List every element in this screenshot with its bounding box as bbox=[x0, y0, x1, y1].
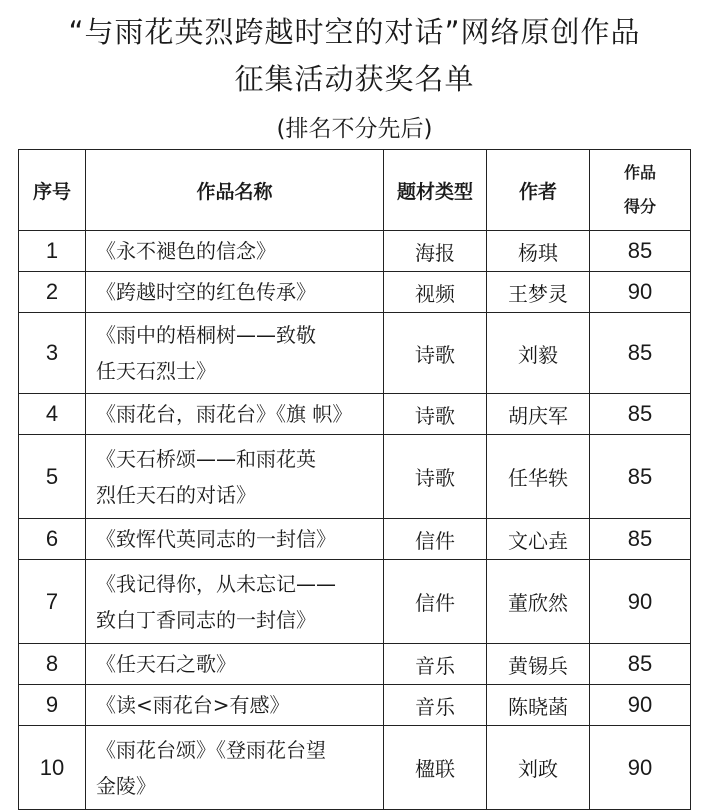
row-type: 信件 bbox=[384, 519, 487, 560]
header-name: 作品名称 bbox=[86, 150, 384, 231]
row-score: 90 bbox=[590, 560, 691, 644]
row-score: 90 bbox=[590, 726, 691, 810]
row-score: 85 bbox=[590, 435, 691, 519]
row-score: 85 bbox=[590, 644, 691, 685]
row-author: 刘毅 bbox=[487, 313, 590, 394]
row-index: 10 bbox=[19, 726, 86, 810]
row-score: 90 bbox=[590, 685, 691, 726]
row-work-name-line: 《跨越时空的红色传承》 bbox=[96, 280, 316, 304]
row-work-name bbox=[86, 726, 384, 810]
award-table bbox=[18, 149, 691, 810]
row-work-name bbox=[86, 231, 384, 272]
row-index: 2 bbox=[19, 272, 86, 313]
row-score: 85 bbox=[590, 313, 691, 394]
row-index: 5 bbox=[19, 435, 86, 519]
row-work-name bbox=[86, 644, 384, 685]
table-row bbox=[19, 685, 691, 726]
header-score bbox=[590, 150, 691, 231]
row-author: 胡庆军 bbox=[487, 394, 590, 435]
row-score: 85 bbox=[590, 394, 691, 435]
title-line-2: 征集活动获奖名单 bbox=[234, 62, 475, 96]
table-row bbox=[19, 231, 691, 272]
row-type: 视频 bbox=[384, 272, 487, 313]
row-work-name bbox=[86, 435, 384, 519]
row-work-name bbox=[86, 685, 384, 726]
table-row bbox=[19, 726, 691, 810]
row-type: 信件 bbox=[384, 560, 487, 644]
subtitle: (排名不分先后) bbox=[276, 116, 433, 142]
header-row bbox=[19, 150, 691, 231]
row-index: 8 bbox=[19, 644, 86, 685]
row-type: 诗歌 bbox=[384, 313, 487, 394]
table-row bbox=[19, 435, 691, 519]
row-work-name bbox=[86, 272, 384, 313]
table-row bbox=[19, 519, 691, 560]
row-work-name-line: 《致恽代英同志的一封信》 bbox=[96, 527, 336, 551]
row-work-name-line: 烈任天石的对话》 bbox=[96, 482, 256, 507]
row-work-name-line: 致白丁香同志的一封信》 bbox=[96, 607, 316, 632]
table-row bbox=[19, 560, 691, 644]
row-work-name-line: 《我记得你，从未忘记—— bbox=[96, 571, 336, 596]
row-author: 董欣然 bbox=[487, 560, 590, 644]
row-index: 6 bbox=[19, 519, 86, 560]
row-work-name bbox=[86, 560, 384, 644]
table-row bbox=[19, 394, 691, 435]
row-author: 陈晓菡 bbox=[487, 685, 590, 726]
header-score-line2: 得分 bbox=[623, 197, 656, 216]
table-row bbox=[19, 272, 691, 313]
row-work-name-line: 《雨中的梧桐树——致敬 bbox=[96, 323, 316, 347]
row-work-name bbox=[86, 313, 384, 394]
row-score: 85 bbox=[590, 519, 691, 560]
row-author: 文心垚 bbox=[487, 519, 590, 560]
row-work-name bbox=[86, 394, 384, 435]
row-work-name bbox=[86, 519, 384, 560]
row-author: 刘政 bbox=[487, 726, 590, 810]
row-type: 音乐 bbox=[384, 685, 487, 726]
row-index: 1 bbox=[19, 231, 86, 272]
row-index: 9 bbox=[19, 685, 86, 726]
row-author: 杨琪 bbox=[487, 231, 590, 272]
row-score: 90 bbox=[590, 272, 691, 313]
row-work-name-line: 《雨花台颂》《登雨花台望 bbox=[96, 737, 326, 762]
header-author: 作者 bbox=[487, 150, 590, 231]
row-work-name-line: 任天石烈士》 bbox=[96, 359, 216, 383]
row-work-name-line: 《读<雨花台>有感》 bbox=[96, 693, 290, 717]
title-line-1: “与雨花英烈跨越时空的对话”网络原创作品 bbox=[68, 15, 641, 49]
row-work-name-line: 《永不褪色的信念》 bbox=[96, 239, 276, 263]
row-author: 王梦灵 bbox=[487, 272, 590, 313]
row-type: 海报 bbox=[384, 231, 487, 272]
table-row bbox=[19, 313, 691, 394]
row-work-name-line: 《任天石之歌》 bbox=[96, 652, 236, 676]
row-index: 7 bbox=[19, 560, 86, 644]
row-index: 3 bbox=[19, 313, 86, 394]
row-author: 任华轶 bbox=[487, 435, 590, 519]
header-type: 题材类型 bbox=[384, 150, 487, 231]
row-work-name-line: 金陵》 bbox=[96, 773, 156, 798]
row-index: 4 bbox=[19, 394, 86, 435]
row-type: 诗歌 bbox=[384, 394, 487, 435]
row-type: 诗歌 bbox=[384, 435, 487, 519]
header-index: 序号 bbox=[19, 150, 86, 231]
header-score-line1: 作品 bbox=[623, 163, 656, 182]
row-work-name-line: 《天石桥颂——和雨花英 bbox=[96, 446, 316, 471]
table-row bbox=[19, 644, 691, 685]
row-type: 楹联 bbox=[384, 726, 487, 810]
row-score: 85 bbox=[590, 231, 691, 272]
row-author: 黄锡兵 bbox=[487, 644, 590, 685]
row-type: 音乐 bbox=[384, 644, 487, 685]
row-work-name-line: 《雨花台，雨花台》《旗 帜》 bbox=[96, 402, 353, 426]
